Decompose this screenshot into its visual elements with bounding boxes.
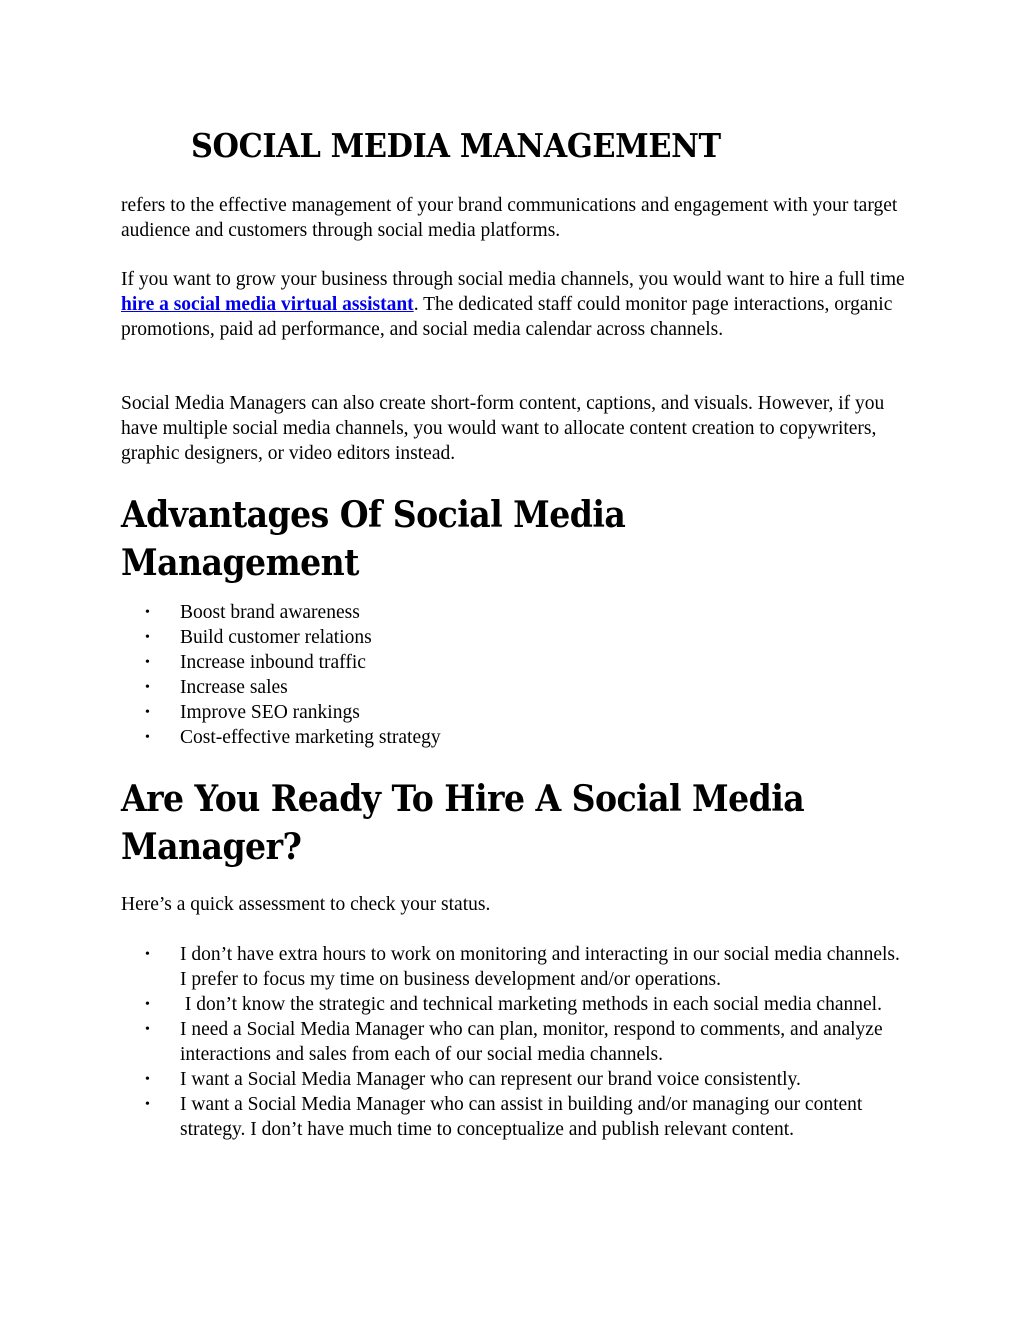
bullet-icon: • — [145, 1022, 150, 1037]
ready-heading: Are You Ready To Hire A Social Media Manager? — [121, 778, 805, 868]
advantages-list — [121, 600, 911, 750]
list-item-text: Build customer relations — [180, 627, 372, 648]
list-item — [121, 600, 911, 625]
hire-paragraph-text-end: . The dedicated staff could monitor page interactions, organic promotions, paid ad performance, and social media calendar across channels. — [121, 294, 893, 340]
bullet-icon: • — [145, 705, 150, 720]
virtual-assistant-link[interactable]: hire a social media virtual assistant — [121, 294, 414, 315]
list-item-text: I need a Social Media Manager who can plan, monitor, respond to comments, and analyze interactions and sales from each of our social media channels. — [180, 1019, 883, 1065]
list-item — [121, 625, 911, 650]
list-item — [121, 700, 911, 725]
list-item-text: Cost-effective marketing strategy — [180, 727, 441, 748]
list-item-text: Increase inbound traffic — [180, 652, 366, 673]
list-item-text: I don’t have extra hours to work on monitoring and interacting in our social media channels. I prefer to focus my time on business development and/or operations. — [180, 944, 900, 990]
bullet-icon: • — [145, 655, 150, 670]
hire-paragraph — [121, 267, 911, 342]
advantages-heading: Advantages Of Social Media Management — [121, 494, 626, 584]
bullet-icon: • — [145, 605, 150, 620]
list-item — [121, 1017, 911, 1067]
list-item — [121, 992, 911, 1017]
list-item-text: I don’t know the strategic and technical marketing methods in each social media channel. — [180, 994, 882, 1015]
list-item-text: I want a Social Media Manager who can assist in building and/or managing our content strategy. I don’t have much time to conceptualize and publish relevant content. — [180, 1094, 863, 1140]
bullet-icon: • — [145, 997, 150, 1012]
list-item — [121, 1067, 911, 1092]
list-item-text: Boost brand awareness — [180, 602, 360, 623]
bullet-icon: • — [145, 1072, 150, 1087]
list-item — [121, 1092, 911, 1142]
intro-paragraph: refers to the effective management of your brand communications and engagement with your target audience and customers through social media platforms. — [121, 195, 898, 241]
bullet-icon: • — [145, 680, 150, 695]
list-item — [121, 725, 911, 750]
list-item-text: I want a Social Media Manager who can represent our brand voice consistently. — [180, 1069, 801, 1090]
assessment-intro: Here’s a quick assessment to check your status. — [121, 894, 491, 915]
bullet-icon: • — [145, 730, 150, 745]
content-paragraph: Social Media Managers can also create short-form content, captions, and visuals. However, if you have multiple social media channels, you would want to allocate content creation to copywriters, graphic designers, or video editors instead. — [121, 393, 885, 464]
list-item — [121, 942, 911, 992]
list-item — [121, 650, 911, 675]
page-title: SOCIAL MEDIA MANAGEMENT — [191, 126, 721, 165]
assessment-list — [121, 942, 911, 1142]
hire-paragraph-text-start: If you want to grow your business through social media channels, you would want to hire a full time — [121, 269, 905, 290]
bullet-icon: • — [145, 1097, 150, 1112]
bullet-icon: • — [145, 630, 150, 645]
list-item-text: Improve SEO rankings — [180, 702, 360, 723]
list-item-text: Increase sales — [180, 677, 288, 698]
bullet-icon: • — [145, 947, 150, 962]
list-item — [121, 675, 911, 700]
